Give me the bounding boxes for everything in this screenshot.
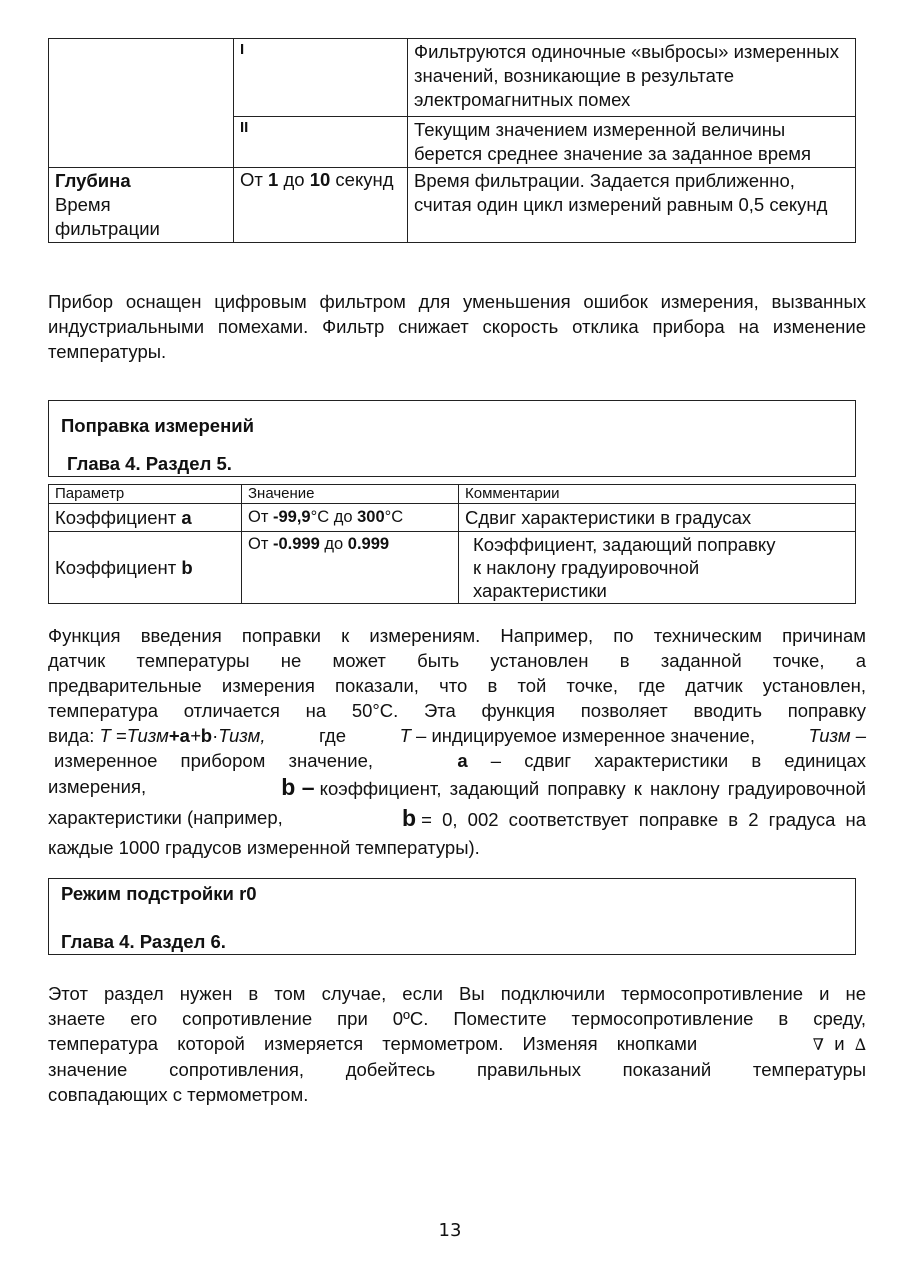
text-fragment: характеристики (например, bbox=[48, 807, 283, 828]
text-fragment bbox=[402, 803, 866, 835]
filter-mode-description: Текущим значением измеренной величины берется среднее значение за заданное время bbox=[408, 116, 856, 167]
paragraph-line bbox=[48, 723, 866, 748]
formula-line-start bbox=[48, 723, 265, 748]
param-name-line: Время bbox=[55, 193, 111, 215]
range-max: 0.999 bbox=[347, 535, 390, 553]
range-unit: °C bbox=[384, 508, 404, 526]
param-name-cell bbox=[49, 532, 242, 604]
text-fragment bbox=[813, 1031, 866, 1057]
formula-op: = bbox=[115, 725, 127, 746]
param-name-cell bbox=[49, 504, 242, 532]
param-range-cell bbox=[242, 504, 459, 532]
paragraph-line bbox=[48, 803, 866, 835]
formula-var: b bbox=[401, 805, 416, 831]
formula-var: Тизм, bbox=[218, 725, 266, 746]
range-from: От bbox=[248, 508, 269, 526]
text-fragment: температура которой измеряется термометром. Изменяя кнопками bbox=[48, 1033, 698, 1054]
text-fragment bbox=[281, 773, 866, 803]
paragraph-line bbox=[48, 773, 866, 803]
filter-table bbox=[48, 38, 856, 243]
range-min: 1 bbox=[268, 168, 279, 190]
param-letter: a bbox=[181, 507, 192, 528]
table-row bbox=[49, 116, 856, 167]
table-header-row bbox=[49, 485, 856, 504]
text-fragment: вида: bbox=[48, 725, 95, 746]
filter-mode-cell: II bbox=[234, 116, 408, 167]
down-triangle-icon: ∇ bbox=[812, 1035, 824, 1054]
param-text: Коэффициент bbox=[55, 507, 177, 528]
param-text: Коэффициент bbox=[55, 557, 177, 578]
range-to: до bbox=[324, 535, 344, 553]
formula-var: a bbox=[457, 750, 468, 771]
formula-var: T bbox=[99, 725, 111, 746]
formula-var: Тизм – bbox=[808, 725, 866, 746]
range-min: -0.999 bbox=[273, 535, 320, 553]
paragraph-line: значение сопротивления, добейтесь правильных показаний температуры bbox=[48, 1059, 866, 1080]
section-header-r0 bbox=[48, 878, 856, 955]
paragraph-line: каждые 1000 градусов измеренной температуры). bbox=[48, 837, 480, 858]
text-fragment: коэффициент, задающий поправку к наклону градуировочной bbox=[319, 778, 866, 799]
table-row bbox=[49, 167, 856, 242]
paragraph-line: температура отличается на 50°С. Эта функция позволяет вводить поправку bbox=[48, 700, 866, 721]
comment-line: Коэффициент, задающий поправку bbox=[473, 534, 776, 555]
range-to: до bbox=[333, 508, 353, 526]
up-triangle-icon: ∆ bbox=[854, 1035, 866, 1054]
table-row bbox=[49, 532, 856, 604]
formula-op: + bbox=[168, 725, 180, 746]
comment-line: к наклону градуировочной bbox=[473, 557, 700, 578]
formula-var: Тизм bbox=[126, 725, 169, 746]
filter-mode-cell: I bbox=[234, 39, 408, 117]
range-unit: секунд bbox=[335, 168, 394, 190]
param-range-cell bbox=[242, 532, 459, 604]
range-from: От bbox=[240, 168, 263, 190]
param-name-line: фильтрации bbox=[55, 217, 160, 239]
param-description: Время фильтрации. Задается приближенно, считая один цикл измерений равным 0,5 секунд bbox=[408, 167, 856, 242]
column-header: Комментарии bbox=[459, 485, 856, 504]
page-number: 13 bbox=[438, 1220, 462, 1241]
paragraph-line bbox=[48, 748, 866, 773]
section-chapter: Глава 4. Раздел 6. bbox=[61, 931, 226, 952]
paragraph-line: совпадающих с термометром. bbox=[48, 1084, 309, 1105]
text-fragment: измеренное прибором значение, bbox=[54, 750, 374, 771]
paragraph-line: Функция введения поправки к измерениям. Например, по техническим причинам bbox=[48, 625, 866, 646]
column-header: Параметр bbox=[49, 485, 242, 504]
range-max: 300 bbox=[357, 508, 385, 526]
formula-var: Т bbox=[399, 725, 411, 746]
formula-var: a bbox=[179, 725, 190, 746]
paragraph-line: предварительные измерения показали, что в той точке, где датчик установлен, bbox=[48, 675, 866, 696]
section-title: Поправка измерений bbox=[61, 415, 255, 436]
formula-op: + bbox=[189, 725, 201, 746]
param-comment: Сдвиг характеристики в градусах bbox=[459, 504, 856, 532]
filter-paragraph: Прибор оснащен цифровым фильтром для уменьшения ошибок измерения, вызванных индустриальными помехами. Фильтр снижает скорость отклика прибора на изменение температуры. bbox=[48, 291, 866, 362]
paragraph-line bbox=[48, 1031, 866, 1057]
text-fragment: = 0, 002 соответствует поправке в 2 градуса на bbox=[421, 809, 866, 830]
table-cell bbox=[49, 116, 234, 167]
column-header: Значение bbox=[242, 485, 459, 504]
text-fragment: где bbox=[319, 725, 347, 746]
text-fragment bbox=[400, 723, 755, 748]
param-name-cell bbox=[49, 167, 234, 242]
paragraph-line: Этот раздел нужен в том случае, если Вы подключили термосопротивление и не bbox=[48, 983, 866, 1004]
range-max: 10 bbox=[309, 168, 331, 190]
range-unit: °C bbox=[310, 508, 330, 526]
range-min: -99,9 bbox=[273, 508, 311, 526]
text-fragment: – индицируемое измеренное значение, bbox=[416, 725, 755, 746]
table-row bbox=[49, 504, 856, 532]
section-header-correction bbox=[48, 400, 856, 477]
text-fragment: и bbox=[834, 1033, 845, 1054]
filter-mode-description: Фильтруются одиночные «выбросы» измеренных значений, возникающие в результате электромагнитных помех bbox=[408, 39, 856, 117]
section-chapter: Глава 4. Раздел 5. bbox=[67, 453, 232, 474]
formula-var: b – bbox=[281, 774, 315, 800]
range-to: до bbox=[283, 168, 305, 190]
correction-paragraph bbox=[48, 623, 866, 860]
comment-line: характеристики bbox=[473, 580, 607, 601]
paragraph-line: знаете его сопротивление при 0ºС. Поместите термосопротивление в среду, bbox=[48, 1008, 866, 1029]
param-comment bbox=[459, 532, 856, 604]
section-title: Режим подстройки r0 bbox=[61, 883, 257, 904]
r0-paragraph bbox=[48, 981, 866, 1107]
correction-table bbox=[48, 484, 856, 604]
paragraph-line: датчик температуры не может быть установлен в заданной точке, а bbox=[48, 650, 866, 671]
param-range-cell bbox=[234, 167, 408, 242]
text-fragment: измерения, bbox=[48, 776, 147, 797]
text-fragment: – сдвиг характеристики в единицах bbox=[490, 750, 866, 771]
range-from: От bbox=[248, 535, 269, 553]
formula-op: · bbox=[212, 725, 219, 746]
formula-var: b bbox=[200, 725, 213, 746]
table-row bbox=[49, 39, 856, 117]
param-name-bold: Глубина bbox=[55, 169, 131, 191]
param-letter: b bbox=[181, 557, 193, 578]
table-cell bbox=[49, 39, 234, 117]
text-fragment bbox=[457, 748, 866, 773]
